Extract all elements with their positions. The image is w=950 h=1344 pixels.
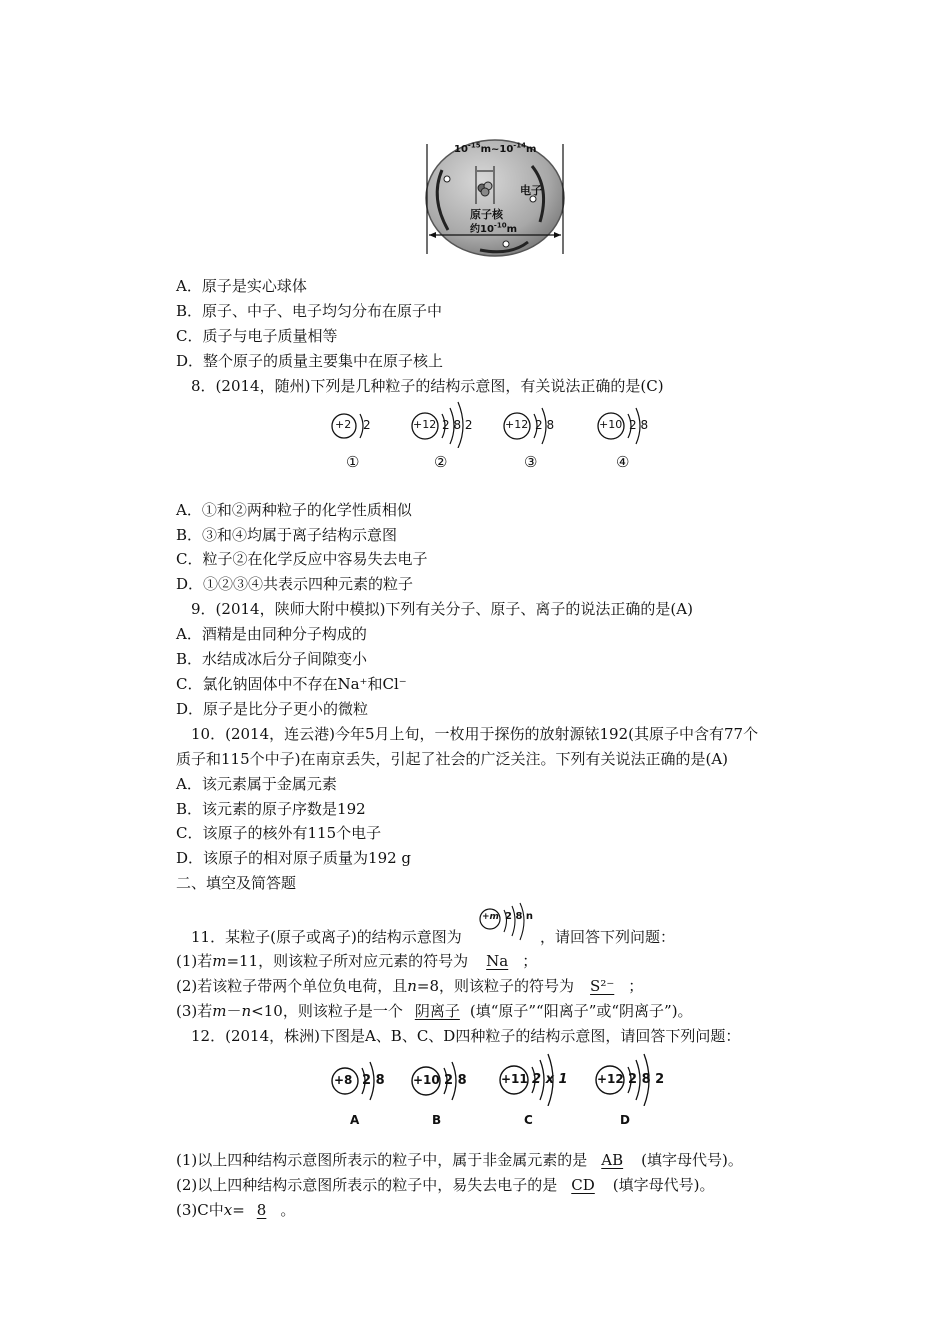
q12-part-3-mid: =: [232, 1201, 245, 1219]
q12-answer-1: AB: [601, 1151, 624, 1169]
q12-shells-b: 2 8: [444, 1073, 467, 1088]
q11-part-2: [176, 976, 643, 996]
q11-part-1-pre: (1)若: [176, 952, 213, 970]
atom-model-svg: [420, 138, 570, 260]
atom-model-figure: [420, 138, 570, 260]
q12-part-2-post: (填字母代号)。: [612, 1176, 715, 1194]
q11-part-2-post: ；: [628, 977, 644, 995]
q11-part-1-var: m: [212, 952, 227, 970]
q11-inline-shells: 2 8 n: [505, 911, 533, 922]
q9-option-c: C．氯化钠固体中不存在Na⁺和Cl⁻: [176, 675, 407, 693]
q12-part-2-pre: (2)以上四种结构示意图所表示的粒子中，易失去电子的是: [176, 1176, 558, 1194]
q12-label-b: B: [432, 1113, 442, 1127]
q11-part-3-dash: －: [226, 1002, 242, 1020]
q10-option-a: A．该元素属于金属元素: [176, 775, 337, 793]
q11-part-1-post: ；: [522, 952, 538, 970]
q8-diagram-2: [410, 400, 480, 474]
q11-part-3-post: (填“原子”“阳离子”或“阴离子”)。: [469, 1002, 693, 1020]
section-2-title: 二、填空及简答题: [176, 874, 297, 892]
q8-nucleus-2: +12: [413, 418, 437, 431]
q11-inline-diagram: [478, 902, 540, 942]
q8-label-2: ②: [434, 453, 448, 471]
q8-shells-3: 2 8: [535, 418, 555, 432]
q12-answer-3: 8: [256, 1201, 267, 1219]
q8-stem: 8．(2014，随州)下列是几种粒子的结构示意图，有关说法正确的是(C): [191, 377, 664, 395]
q12-nucleus-d: +12: [597, 1072, 624, 1086]
q12-label-d: D: [620, 1113, 630, 1127]
q8-shells-2: 2 8 2: [442, 418, 473, 432]
q12-part-3-var: x: [223, 1201, 233, 1219]
q8-option-a: A．①和②两种粒子的化学性质相似: [176, 501, 412, 519]
atom-size-label: 约$10^{-10}m$: [470, 221, 517, 235]
q11-answer-1: Na: [486, 952, 509, 970]
q11-part-2-var: n: [407, 977, 417, 995]
q8-shells-4: 2 8: [629, 418, 649, 432]
q10-option-d: D．该原子的相对原子质量为192 g: [176, 849, 412, 867]
q8-diagram-1: [330, 408, 400, 474]
q8-option-c: C．粒子②在化学反应中容易失去电子: [176, 550, 428, 568]
q11-inline-nucleus: +m: [482, 912, 499, 922]
q12-answer-2: CD: [571, 1176, 595, 1194]
q9-option-b: B．水结成冰后分子间隙变小: [176, 650, 368, 668]
q12-shells-d: 2 8 2: [628, 1072, 665, 1087]
q12-nucleus-b: +10: [413, 1073, 440, 1087]
q11-part-2-pre: (2)若该粒子带两个单位负电荷，且: [176, 977, 408, 995]
q12-part-1-pre: (1)以上四种结构示意图所表示的粒子中，属于非金属元素的是: [176, 1151, 588, 1169]
q8-nucleus-1: +2: [335, 418, 352, 431]
q8-shells-1: 2: [363, 418, 371, 432]
q12-diagram-c: [498, 1052, 578, 1130]
nucleus-size-label: $10^{-15}m\sim 10^{-14}m$: [454, 141, 537, 155]
q12-part-1-post: (填字母代号)。: [641, 1151, 743, 1169]
q7-option-a: A．原子是实心球体: [176, 277, 307, 295]
q12-label-a: A: [350, 1113, 360, 1127]
q11-part-3-pre: (3)若: [176, 1002, 213, 1020]
q12-nucleus-c: +11: [501, 1072, 528, 1086]
q11-part-3-mid: <10，则该粒子是一个: [251, 1002, 403, 1020]
q8-nucleus-4: +10: [599, 418, 623, 431]
q8-nucleus-3: +12: [505, 418, 529, 431]
electron-label: 电子: [520, 184, 542, 197]
q8-diagram-4: [596, 404, 666, 474]
q8-label-1: ①: [346, 453, 360, 471]
q12-part-1: [176, 1150, 743, 1170]
q8-option-d: D．①②③④共表示四种元素的粒子: [176, 575, 414, 593]
q11-stem-end: ，请回答下列问题：: [540, 928, 676, 946]
q12-shells-a: 2 8: [362, 1073, 385, 1088]
q10-stem-line2: 质子和115个中子)在南京丢失，引起了社会的广泛关注。下列有关说法正确的是(A): [176, 750, 729, 768]
q12-part-3-post: 。: [280, 1201, 296, 1219]
q11-part-3-var2: n: [241, 1002, 252, 1020]
q11-part-2-mid: =8，则该粒子的符号为: [416, 977, 575, 995]
q9-option-a: A．酒精是由同种分子构成的: [176, 625, 367, 643]
q12-stem: 12．(2014，株洲)下图是A、B、C、D四种粒子的结构示意图，请回答下列问题：: [191, 1027, 741, 1045]
q9-stem: 9．(2014，陕师大附中模拟)下列有关分子、原子、离子的说法正确的是(A): [191, 600, 693, 618]
q12-nucleus-a: +8: [334, 1073, 353, 1087]
q11-part-1: [176, 951, 537, 971]
q12-diagram-d: [594, 1052, 674, 1130]
q7-option-c: C．质子与电子质量相等: [176, 327, 338, 345]
q11-part-3: [176, 1001, 693, 1021]
q12-part-3-pre: (3)C中: [176, 1201, 224, 1219]
q8-diagram-3: [502, 404, 572, 474]
q7-option-b: B．原子、中子、电子均匀分布在原子中: [176, 302, 443, 320]
q12-diagram-b: [410, 1056, 490, 1130]
q10-option-b: B．该元素的原子序数是192: [176, 800, 366, 818]
q11-part-3-var1: m: [212, 1002, 227, 1020]
q12-part-2: [176, 1175, 715, 1195]
q8-option-b: B．③和④均属于离子结构示意图: [176, 526, 398, 544]
q11-inline-diagram-shells: [478, 902, 540, 942]
q10-option-c: C．该原子的核外有115个电子: [176, 824, 382, 842]
q10-stem-line1: 10．(2014，连云港)今年5月上旬，一枚用于探伤的放射源铱192(其原子中含有77个: [191, 725, 759, 743]
q11-part-1-mid: =11，则该粒子所对应元素的符号为: [226, 952, 469, 970]
q8-label-3: ③: [524, 453, 538, 471]
q12-part-3: [176, 1200, 295, 1220]
q11-answer-3: 阴离子: [414, 1002, 460, 1020]
q11-answer-2: S²⁻: [590, 977, 615, 995]
q7-option-d: D．整个原子的质量主要集中在原子核上: [176, 352, 444, 370]
q12-label-c: C: [524, 1113, 533, 1127]
q8-label-4: ④: [616, 453, 630, 471]
q12-diagram-a: [330, 1056, 410, 1130]
nucleus-label: 原子核: [470, 208, 503, 221]
q12-shells-c: 2 x 1: [532, 1072, 568, 1087]
q9-option-d: D．原子是比分子更小的微粒: [176, 700, 369, 718]
q11-stem-start: 11．某粒子(原子或离子)的结构示意图为: [191, 928, 462, 946]
